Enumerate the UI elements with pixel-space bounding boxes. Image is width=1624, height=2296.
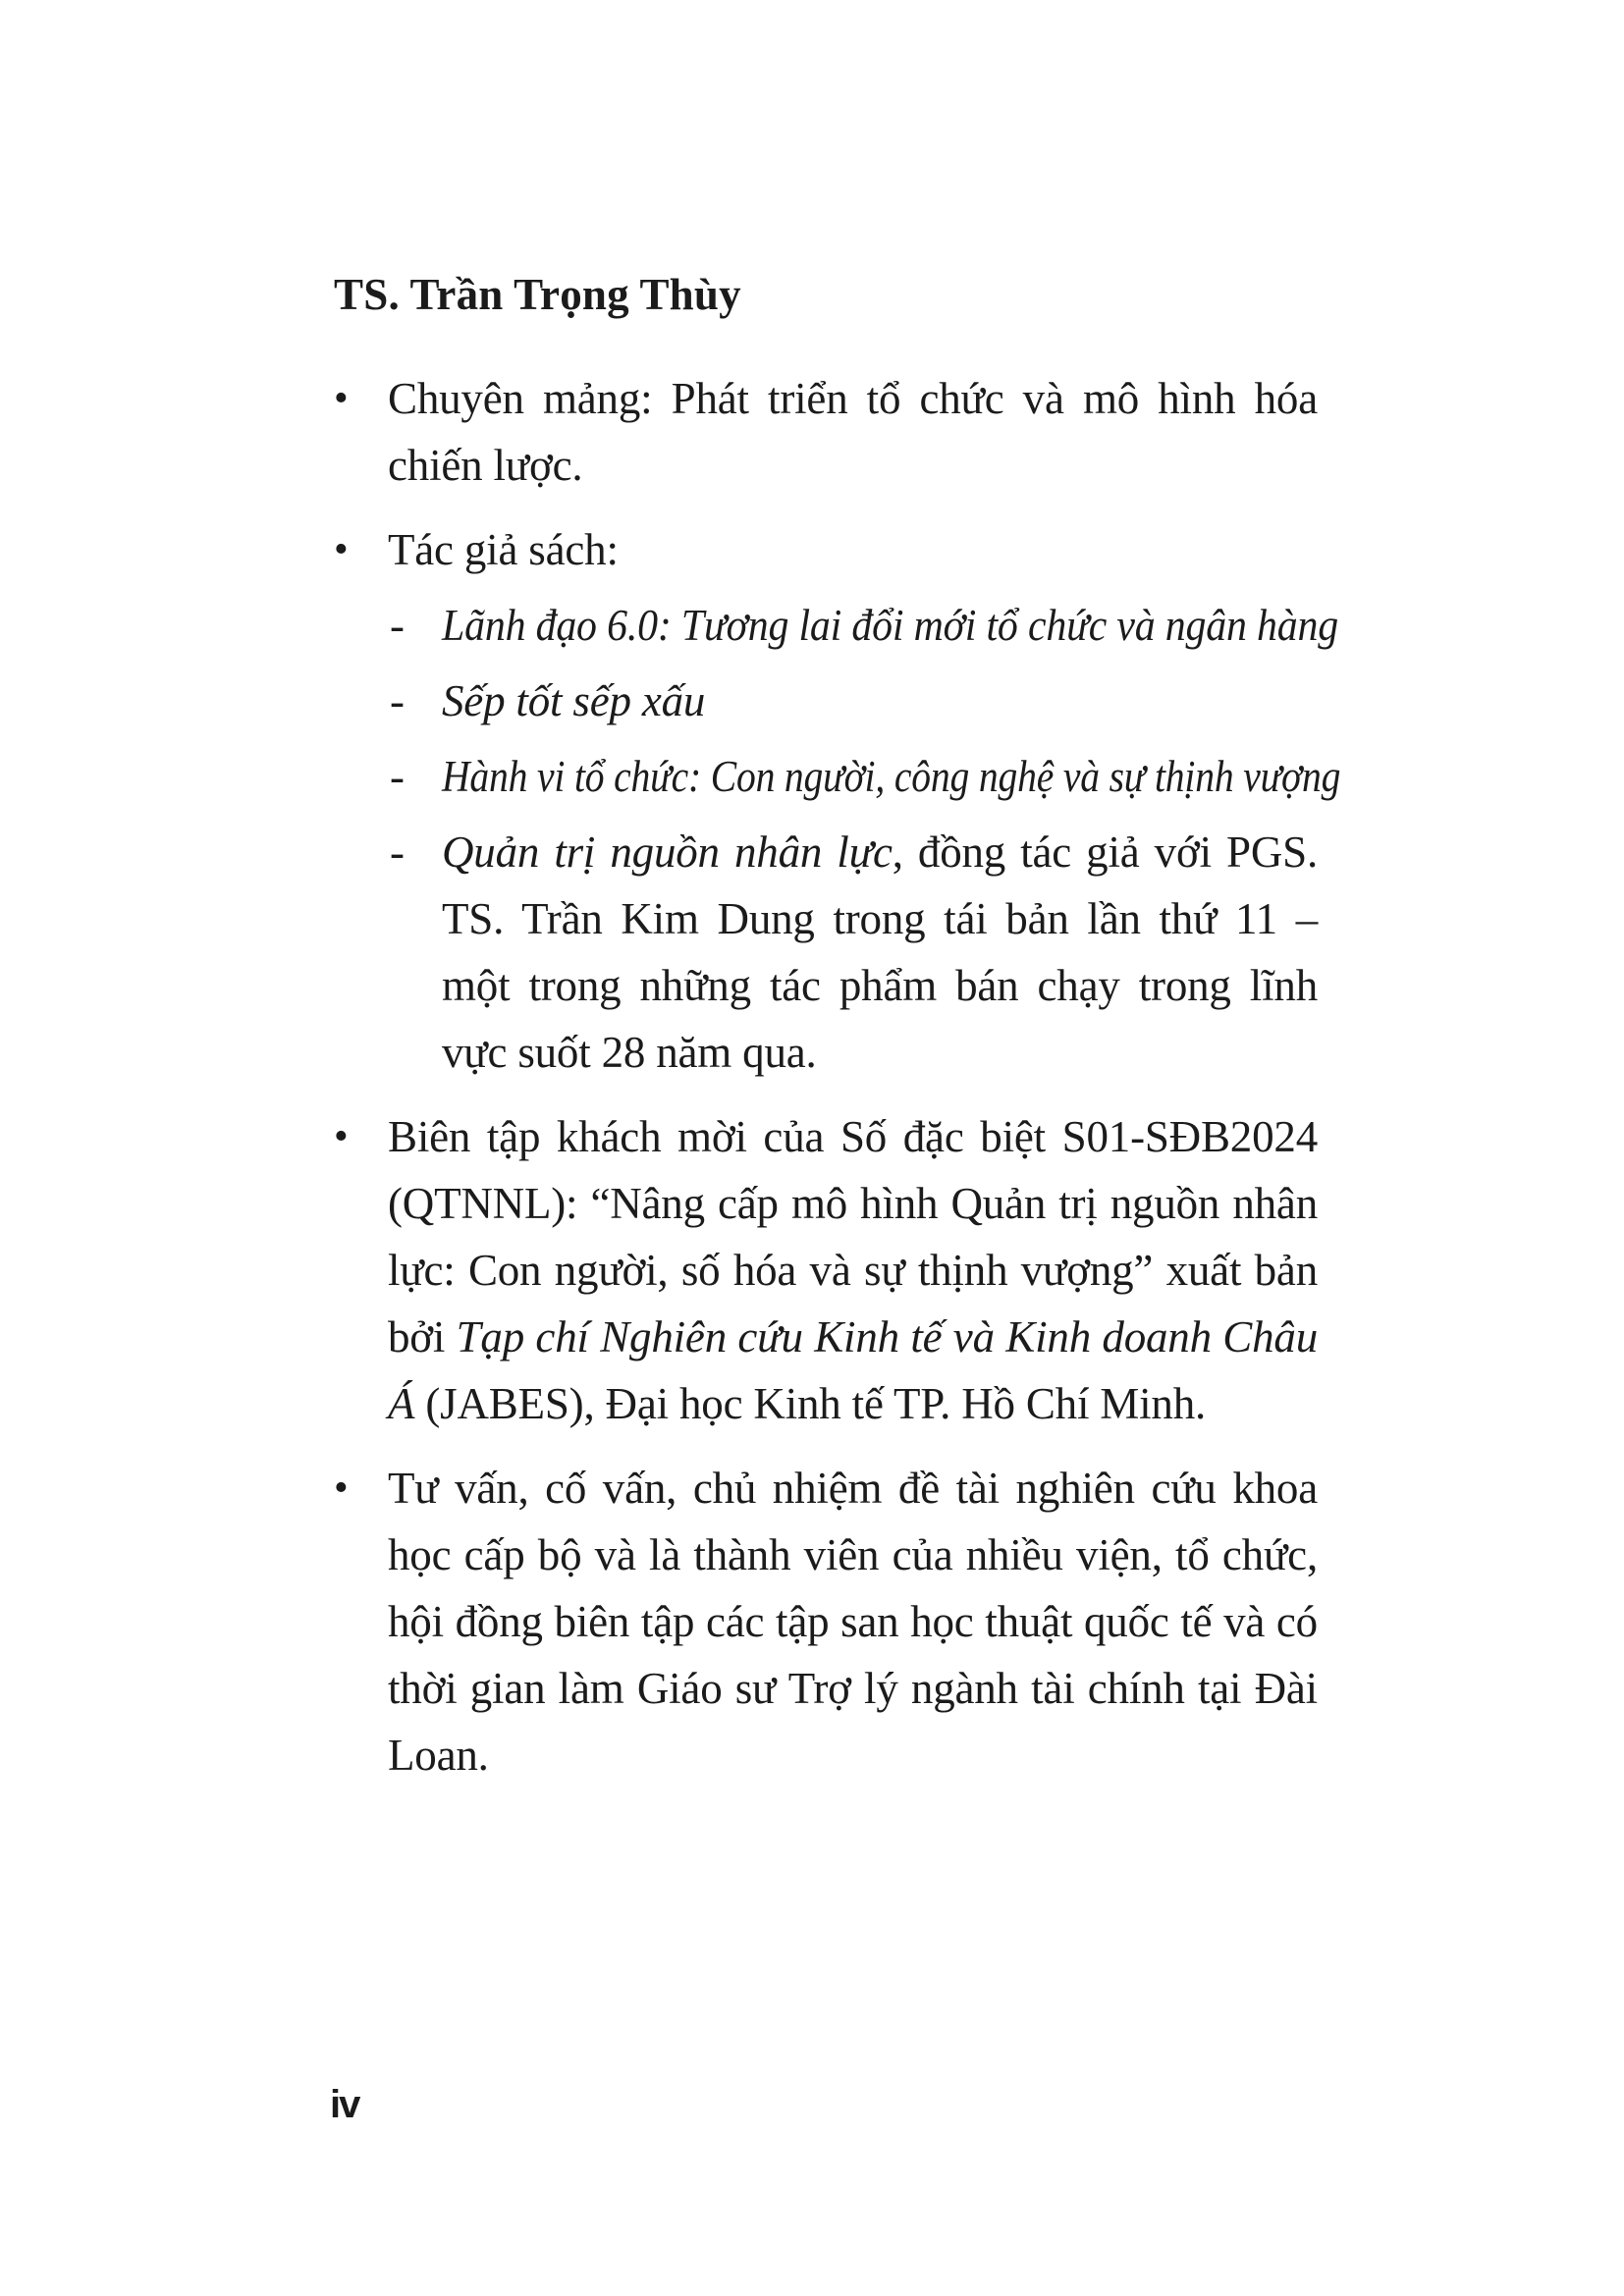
dash-marker: - <box>390 676 405 725</box>
author-label-text: Tác giả sách: <box>388 525 619 574</box>
list-item-book-leadership <box>390 592 1338 659</box>
specialty-text: Chuyên mảng: Phát triển tổ chức và mô hình hóa chiến lược. <box>388 374 1318 490</box>
dash-marker: - <box>390 601 405 650</box>
book-title-text: Sếp tốt sếp xấu <box>442 676 706 725</box>
bullet-marker: • <box>334 376 349 421</box>
page-number: iv <box>330 2083 359 2126</box>
page-title: TS. Trần Trọng Thùy <box>334 270 741 319</box>
journal-title-text: Tạp chí Nghiên cứu Kinh tế và Kinh doanh Châu Á <box>388 1312 1319 1428</box>
book-title-with-note <box>442 819 1318 1086</box>
advisory-text: Tư vấn, cố vấn, chủ nhiệm đề tài nghiên cứu khoa học cấp bộ và là thành viên của nhiều viện, tổ chức, hội đồng biên tập các tập san học thuật quốc tế và có thời gian làm Giáo sư Trợ lý ngành tài chính tại Đài Loan. <box>388 1464 1318 1780</box>
list-item-book-boss <box>390 667 1318 734</box>
book-title <box>442 743 1463 810</box>
guest-editor-after-journal: (JABES), Đại học Kinh tế TP. Hồ Chí Minh. <box>414 1379 1207 1428</box>
list-item-author-label <box>334 516 1318 583</box>
list-item-guest-editor <box>334 1103 1318 1437</box>
book-title-text: Quản trị nguồn nhân lực <box>442 828 893 877</box>
list-item-advisory <box>334 1455 1318 1789</box>
book-title <box>442 592 1406 659</box>
bullet-marker: • <box>334 1466 349 1511</box>
list-item-book-behavior <box>390 743 1341 810</box>
bullet-marker: • <box>334 1114 349 1159</box>
list-item-book-hrm <box>390 819 1318 1086</box>
dash-marker: - <box>390 828 405 877</box>
book-note-text: , đồng tác giả với PGS. TS. Trần Kim Dung trong tái bản lần thứ 11 – một trong những tác phẩm bán chạy trong lĩnh vực suốt 28 năm qua. <box>442 828 1318 1077</box>
author-bio-section <box>334 263 1341 1789</box>
guest-editor-text <box>388 1103 1318 1437</box>
book-title-text: Hành vi tổ chức: Con người, công nghệ và sự thịnh vượng <box>442 752 1341 801</box>
book-title-text: Lãnh đạo 6.0: Tương lai đổi mới tổ chức và ngân hàng <box>442 601 1338 650</box>
dash-marker: - <box>390 752 405 801</box>
book-title <box>442 667 1318 734</box>
bullet-marker: • <box>334 527 349 572</box>
guest-editor-before-journal: Biên tập khách mời của Số đặc biệt S01-SĐB2024 (QTNNL): “Nâng cấp mô hình Quản trị nguồn nhân lực: Con người, số hóa và sự thịnh vượng” xuất bản bởi <box>388 1112 1318 1362</box>
list-item-specialty <box>334 365 1318 499</box>
